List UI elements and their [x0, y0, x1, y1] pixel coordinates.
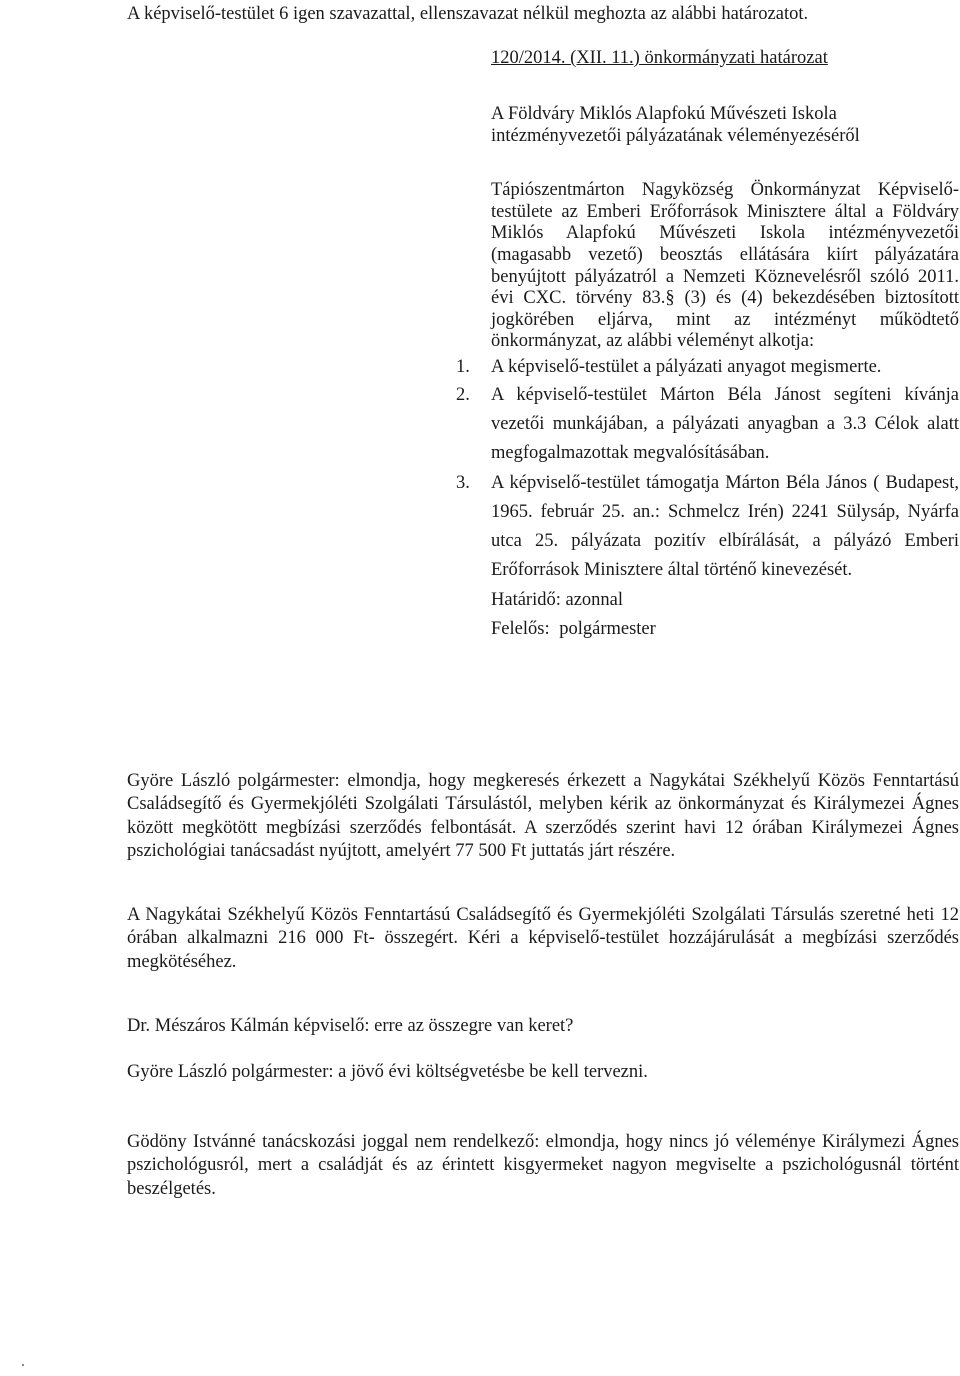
minutes-paragraph: Györe László polgármester: elmondja, hogy megkeresés érkezett a Nagykátai Székhelyű Közös Fenntartású Családsegítő és Gyermekjóléti Szolgálati Társulástól, melyben kérik az önkormányzat és Királymezei Ágnes között megkötött megbízási szerződés felbontását. A szerződés szerint havi 12 órában Királymezei Ágnes pszichológiai tanácsadást nyújtott, amelyért 77 500 Ft juttatás járt részére.	[127, 771, 959, 861]
resolution-block	[456, 180, 959, 644]
resolution-subject: A Földváry Miklós Alapfokú Művészeti Iskola intézményvezetői pályázatának véleményezéséről	[491, 104, 860, 146]
resolution-items	[456, 355, 959, 585]
resolution-responsible	[491, 615, 959, 644]
resolution-item	[456, 355, 959, 381]
responsible-label: Felelős:	[491, 618, 550, 639]
resolution-item-text: A képviselő-testület a pályázati anyagot megismerte.	[491, 357, 882, 378]
intro-sentence: A képviselő-testület 6 igen szavazattal, ellenszavazat nélkül meghozta az alábbi határozatot.	[127, 4, 809, 24]
resolution-item-text: A képviselő-testület Márton Béla Jánost segíteni kívánja vezetői munkájában, a pályázati anyagban a 3.3 Célok alatt megfogalmazottak megvalósításában.	[491, 385, 959, 464]
resolution-deadline: Határidő: azonnal	[491, 589, 624, 610]
resolution-item-number: 1.	[456, 357, 470, 378]
resolution-item	[456, 469, 959, 586]
resolution-item-number: 3.	[456, 472, 470, 493]
scan-speck	[22, 1364, 24, 1366]
resolution-item	[456, 381, 959, 469]
minutes-paragraph: Dr. Mészáros Kálmán képviselő: erre az összegre van keret?	[127, 1016, 574, 1036]
resolution-item-text: A képviselő-testület támogatja Márton Béla János ( Budapest, 1965. február 25. an.: Schmelcz Irén) 2241 Sülysáp, Nyárfa utca 25. pályázata pozitív elbírálását, a pályázó Emberi Erőforrások Minisztere által történő kinevezését.	[491, 472, 959, 581]
minutes-paragraph: A Nagykátai Székhelyű Közös Fenntartású Családsegítő és Gyermekjóléti Szolgálati Társulás szeretné heti 12 órában alkalmazni 216 000 Ft- összegért. Kéri a képviselő-testület hozzájárulását a megbízási szerződés megkötéséhez.	[127, 905, 959, 972]
minutes-paragraph: Györe László polgármester: a jövő évi költségvetésbe be kell tervezni.	[127, 1062, 648, 1082]
resolution-number: 120/2014. (XII. 11.) önkormányzati határozat	[491, 48, 828, 68]
responsible-value: polgármester	[559, 618, 656, 639]
resolution-body: Tápiószentmárton Nagyközség Önkormányzat Képviselő-testülete az Emberi Erőforrások Minisztere által a Földváry Miklós Alapfokú Művészeti Iskola intézményvezetői (magasabb vezető) beosztás ellátására kiírt pályázatára benyújtott pályázatról a Nemzeti Köznevelésről szóló 2011. évi CXC. törvény 83.§ (3) és (4) bekezdésében biztosított jogkörében eljárva, mint az intézményt működtető önkormányzat, az alábbi véleményt alkotja:	[491, 180, 959, 352]
resolution-item-number: 2.	[456, 385, 470, 406]
minutes-paragraph: Gödöny Istvánné tanácskozási joggal nem rendelkező: elmondja, hogy nincs jó véleménye Királymezi Ágnes pszichológusról, mert a családját és az érintett kisgyermeket nagyon megviselte a pszichológusnál történt beszélgetés.	[127, 1132, 959, 1199]
